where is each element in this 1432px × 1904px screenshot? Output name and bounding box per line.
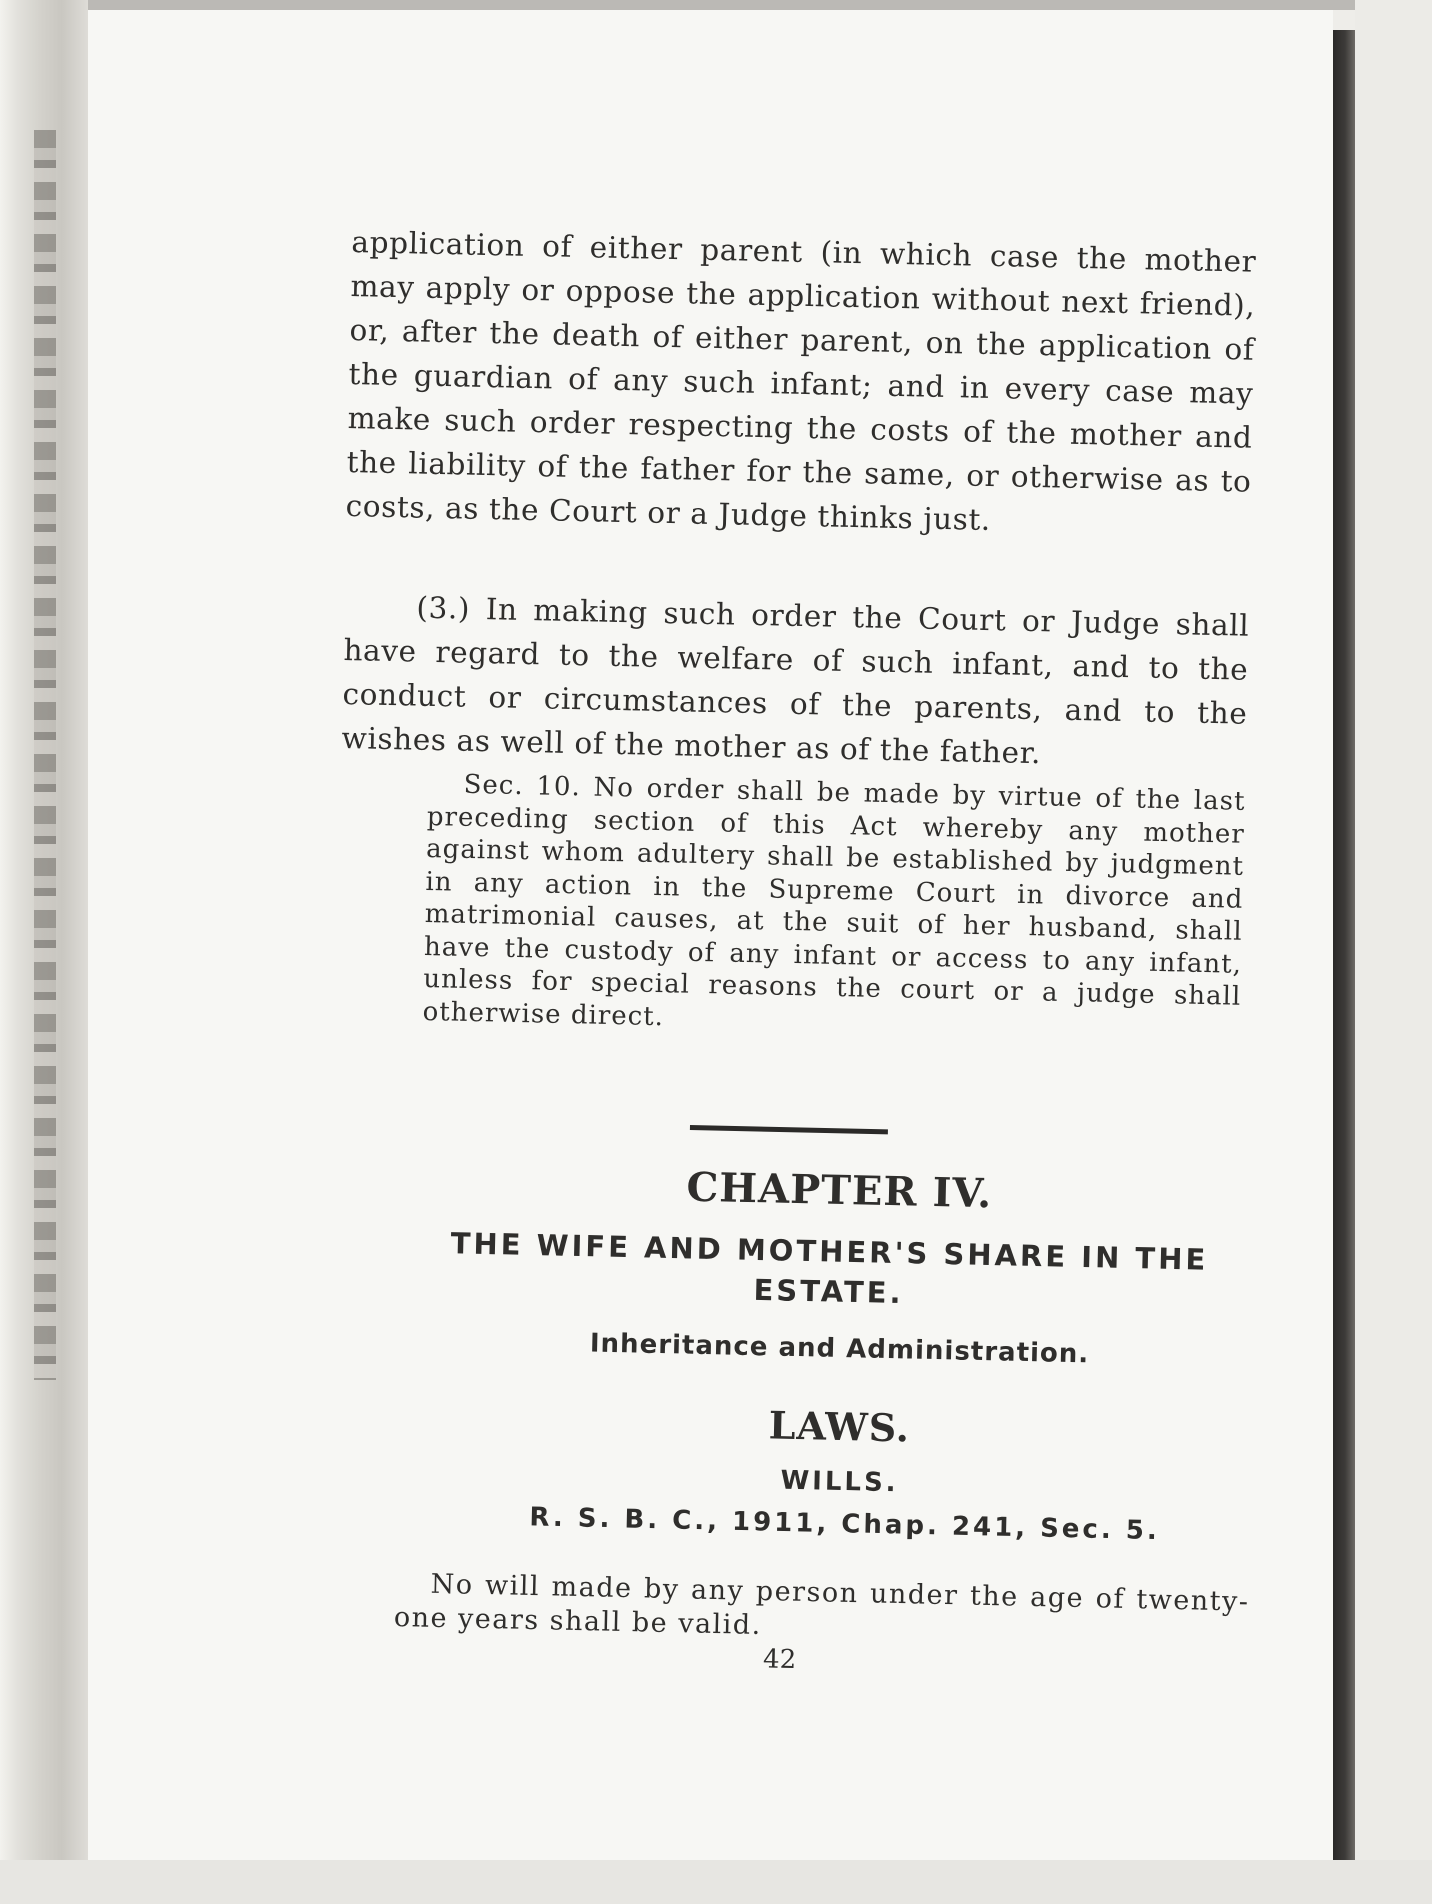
wills-heading: WILLS. — [780, 1465, 899, 1499]
section-10-paragraph: Sec. 10. No order shall be made by virtue of the last preceding section of this Act whereby any mother against whom adultery shall be established by judgment in any action in the Supreme Court in divorce and matrimonial causes, at the suit of her husband, shall have the custody of any infant or access to any infant, unless for special reasons the court or a judge shall otherwise direct. — [422, 769, 1246, 1032]
spine-bleedthrough — [34, 130, 56, 1380]
scan-top-edge — [0, 0, 1432, 10]
paragraph-subsection-3: (3.) In making such order the Court or Judge shall have regard to the welfare of such infant, and to the conduct or circumstances of the parents, and to the wishes as well of the mother as of the father. — [341, 590, 1250, 771]
book-spine — [0, 0, 88, 1904]
page-gutter-shadow — [1333, 30, 1355, 1865]
chapter-subtitle: Inheritance and Administration. — [589, 1328, 1090, 1370]
paragraph-continuation: application of either parent (in which case the mother may apply or oppose the application without next friend), or, after the death of either parent, on the application of the guardian of any such infant; and in every case may make such order respecting the costs of the mother and the liability of the father for the same, or otherwise as to costs, as the Court or a Judge thinks just. — [345, 224, 1257, 538]
opposite-page-edge — [1355, 0, 1432, 1904]
statute-reference: R. S. B. C., 1911, Chap. 241, Sec. 5. — [529, 1502, 1161, 1547]
will-paragraph: No will made by any person under the age of twenty-one years shall be valid. — [393, 1568, 1250, 1642]
chapter-title: THE WIFE AND MOTHER'S SHARE IN THE ESTATE. — [450, 1226, 1209, 1311]
scan-bottom-margin — [0, 1860, 1432, 1904]
page-number: 42 — [762, 1644, 797, 1676]
laws-heading: LAWS. — [768, 1402, 911, 1451]
chapter-heading: CHAPTER IV. — [685, 1163, 993, 1218]
